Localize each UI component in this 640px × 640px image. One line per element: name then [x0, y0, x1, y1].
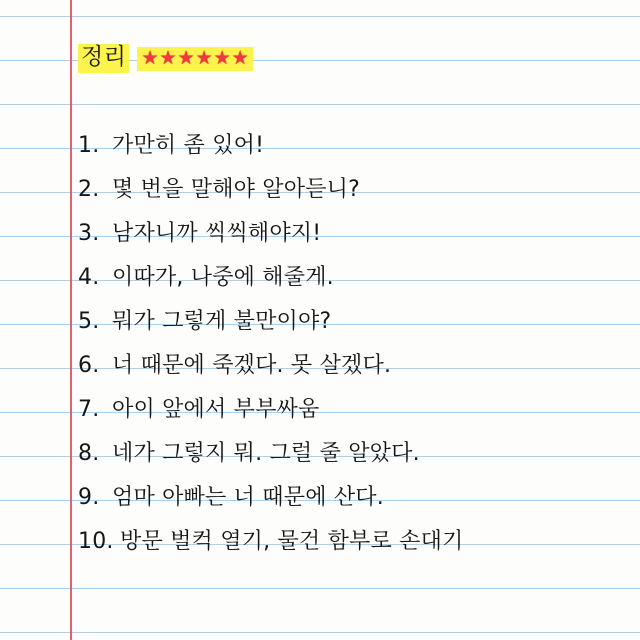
list-item-number: 6.	[78, 353, 100, 378]
list-item-text: 남자니까 씩씩해야지!	[112, 221, 322, 246]
list-item	[78, 348, 618, 392]
list-item-text: 몇 번을 말해야 알아듣니?	[112, 177, 360, 202]
list-item-text: 방문 벌컥 열기, 물건 함부로 손대기	[120, 529, 464, 554]
heading-label: 정리	[78, 44, 129, 73]
list-item	[78, 524, 618, 568]
list-item	[78, 436, 618, 480]
list-item-number: 1.	[78, 133, 100, 158]
star-icon: ★	[213, 46, 231, 69]
list-item-text: 이따가, 나중에 해줄게.	[112, 265, 334, 290]
list-item	[78, 304, 618, 348]
heading	[78, 44, 253, 73]
list-item	[78, 480, 618, 524]
list-item	[78, 392, 618, 436]
numbered-list	[78, 128, 618, 568]
list-item-number: 10.	[78, 529, 114, 554]
list-item-number: 8.	[78, 441, 100, 466]
list-item	[78, 216, 618, 260]
star-icon: ★	[159, 46, 177, 69]
list-item-number: 9.	[78, 485, 100, 510]
list-item-text: 아이 앞에서 부부싸움	[112, 397, 320, 422]
list-item-text: 가만히 좀 있어!	[112, 133, 265, 158]
list-item	[78, 260, 618, 304]
list-item	[78, 128, 618, 172]
star-rating	[137, 47, 252, 71]
list-item-text: 네가 그렇지 뭐. 그럴 줄 알았다.	[112, 441, 420, 466]
list-item-text: 엄마 아빠는 너 때문에 산다.	[112, 485, 384, 510]
star-icon: ★	[177, 46, 195, 69]
list-item-text: 너 때문에 죽겠다. 못 살겠다.	[112, 353, 392, 378]
star-icon: ★	[195, 46, 213, 69]
star-icon: ★	[141, 46, 159, 69]
list-item-number: 7.	[78, 397, 100, 422]
list-item-number: 2.	[78, 177, 100, 202]
list-item-number: 3.	[78, 221, 100, 246]
star-icon: ★	[231, 46, 249, 69]
list-item-number: 4.	[78, 265, 100, 290]
list-item-number: 5.	[78, 309, 100, 334]
list-item	[78, 172, 618, 216]
list-item-text: 뭐가 그렇게 불만이야?	[112, 309, 332, 334]
